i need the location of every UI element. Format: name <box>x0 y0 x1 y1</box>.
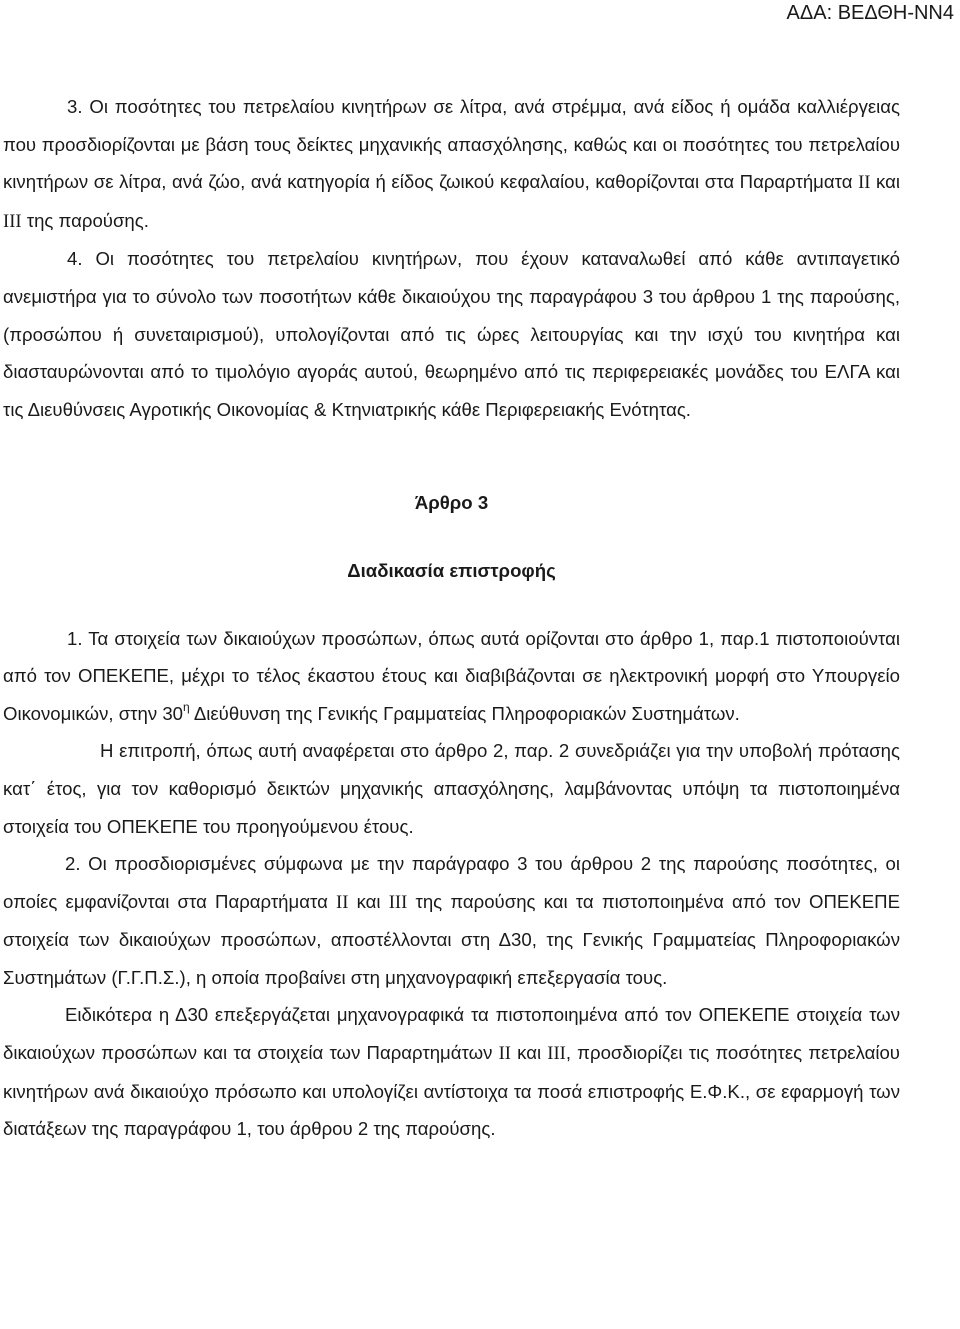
article3-paragraph-specifics: Ειδικότερα η Δ30 επεξεργάζεται μηχανογραφικά τα πιστοποιημένα από τον ΟΠΕΚΕΠΕ στοιχεία των δικαιούχων προσώπων και τα στοιχεία των Παραρτημάτων ΙΙ και ΙΙΙ, προσδιορίζει τις ποσότητες πετρελαίου κινητήρων ανά δικαιούχο πρόσωπο και υπολογίζει αντίστοιχα τα ποσά επιστροφής Ε.Φ.Κ., σε εφαρμογή των διατάξεων της παραγράφου 1, του άρθρου 2 της παρούσης. <box>3 1004 900 1140</box>
document-body <box>3 88 900 1148</box>
article-title: Διαδικασία επιστροφής <box>347 559 556 581</box>
article3-paragraph-2: 2. Οι προσδιορισμένες σύμφωνα με την παράγραφο 3 του άρθρου 2 της παρούσης ποσότητες, οι οποίες εμφανίζονται στα Παραρτήματα ΙΙ και ΙΙΙ της παρούσης και τα πιστοποιημένα από τον ΟΠΕΚΕΠΕ στοιχεία των δικαιούχων προσώπων, αποστέλλονται στη Δ30, της Γενικής Γραμματείας Πληροφοριακών Συστημάτων (Γ.Γ.Π.Σ.), η οποία προβαίνει στη μηχανογραφική επεξεργασία τους. <box>3 853 900 988</box>
paragraph-4: 4. Οι ποσότητες του πετρελαίου κινητήρων, που έχουν καταναλωθεί από κάθε αντιπαγετικό ανεμιστήρα για το σύνολο των ποσοτήτων κάθε δικαιούχου της παραγράφου 3 του άρθρου 1 της παρούσης, (προσώπου ή συνεταιρισμού), υπολογίζονται από τις ώρες λειτουργίας και την ισχύ του κινητήρα και διασταυρώνονται από το τιμολόγιο αγοράς αυτού, θεωρημένο από τις περιφερειακές μονάδες του ΕΛΓΑ και τις Διευθύνσεις Αγροτικής Οικονομίας & Κτηνιατρικής κάθε Περιφερειακής Ενότητας. <box>3 248 900 420</box>
article3-paragraph-1: 1. Τα στοιχεία των δικαιούχων προσώπων, όπως αυτά ορίζονται στο άρθρο 1, παρ.1 πιστοποιούνται από τον ΟΠΕΚΕΠΕ, μέχρι το τέλος έκαστου έτους και διαβιβάζονται σε ηλεκτρονική μορφή στο Υπουργείο Οικονομικών, στην $30^\eta$ Διεύθυνση της Γενικής Γραμματείας Πληροφοριακών Συστημάτων. <box>3 627 900 724</box>
document-code: ΑΔΑ: ΒΕΔΘΗ-ΝΝ4 <box>786 2 954 24</box>
paragraph-3: 3. Οι ποσότητες του πετρελαίου κινητήρων σε λίτρα, ανά στρέμμα, ανά είδος ή ομάδα καλλιέργειας που προσδιορίζονται με βάση τους δείκτες μηχανικής απασχόλησης, καθώς και οι ποσότητες του πετρελαίου κινητήρων σε λίτρα, ανά ζώο, ανά κατηγορία ή είδος ζωικού κεφαλαίου, καθορίζονται στα Παραρτήματα ΙΙ και ΙΙΙ της παρούσης. <box>3 96 900 232</box>
article3-paragraph-committee: Η επιτροπή, όπως αυτή αναφέρεται στο άρθρο 2, παρ. 2 συνεδριάζει για την υποβολή πρότασης κατ΄ έτος, για τον καθορισμό δεικτών μηχανικής απασχόλησης, λαμβάνοντας υπόψη τα πιστοποιημένα στοιχεία του ΟΠΕΚΕΠΕ του προηγούμενου έτους. <box>3 740 900 837</box>
article-number: Άρθρο 3 <box>414 492 489 514</box>
